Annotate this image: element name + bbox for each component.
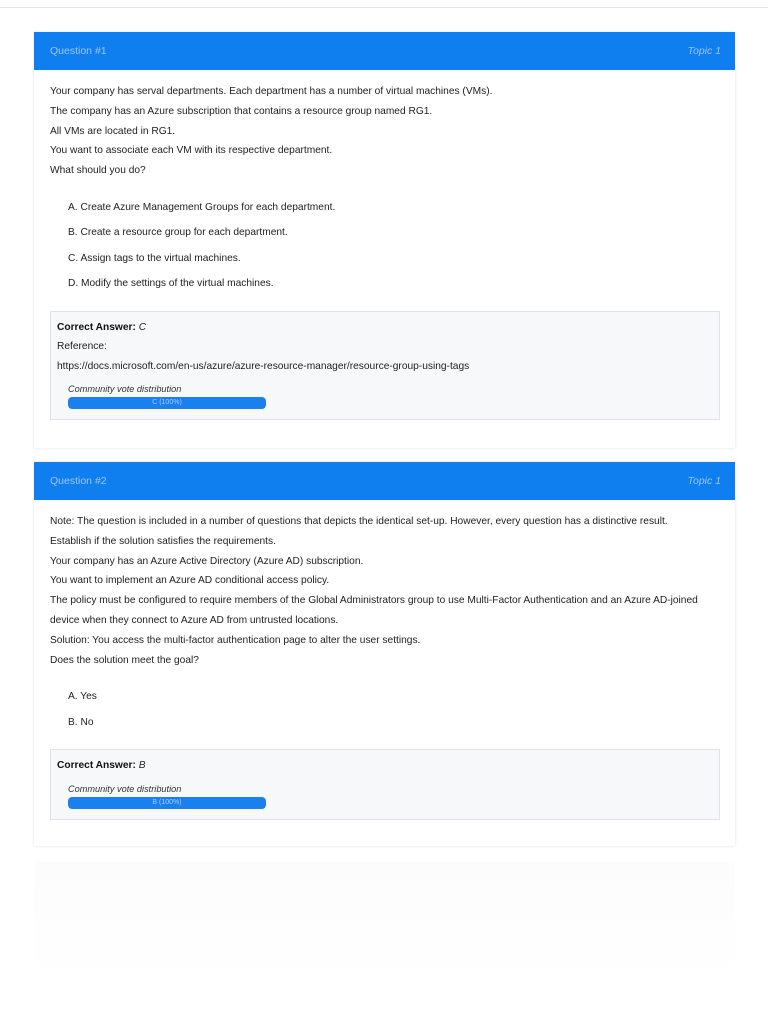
choice-a[interactable]: A. Create Azure Management Groups for each department. bbox=[68, 201, 336, 213]
vote-bar bbox=[68, 797, 266, 809]
answer-choices bbox=[50, 684, 719, 735]
question-text-line: The policy must be configured to require members of the Global Administrators group to use Multi-Factor Authentication and an Azure AD-joined bbox=[50, 595, 698, 607]
question-text-line: You want to associate each VM with its respective department. bbox=[50, 145, 333, 157]
reference-label: Reference: bbox=[57, 341, 107, 353]
correct-answer-row bbox=[57, 318, 713, 338]
choice-d[interactable]: D. Modify the settings of the virtual machines. bbox=[68, 278, 274, 290]
vote-bar-text: C (100%) bbox=[152, 399, 182, 407]
question-card-2 bbox=[34, 462, 735, 846]
vote-distribution-label: Community vote distribution bbox=[68, 384, 182, 395]
correct-answer-value: B bbox=[138, 760, 146, 772]
choice-b[interactable]: B. No bbox=[68, 716, 94, 728]
community-vote bbox=[57, 382, 713, 409]
answer-box bbox=[50, 749, 720, 820]
reference-link[interactable]: https://docs.microsoft.com/en-us/azure/azure-resource-manager/resource-group-using-tags bbox=[57, 360, 470, 372]
vote-bar bbox=[68, 397, 266, 409]
correct-answer-row bbox=[57, 756, 713, 776]
vote-bar-fill bbox=[68, 397, 266, 409]
question-header bbox=[34, 462, 735, 500]
topic-label: Topic 1 bbox=[687, 475, 721, 487]
correct-answer-label: Correct Answer: bbox=[57, 760, 136, 772]
question-body bbox=[34, 500, 735, 735]
question-text-line: Your company has serval departments. Each department has a number of virtual machines (VMs). bbox=[50, 86, 493, 97]
vote-distribution-label: Community vote distribution bbox=[68, 783, 182, 794]
question-card-1 bbox=[34, 32, 735, 448]
question-text-line: What should you do? bbox=[50, 165, 146, 177]
choice-b[interactable]: B. Create a resource group for each department. bbox=[68, 227, 288, 239]
answer-choices bbox=[50, 195, 719, 297]
question-text-line: Your company has an Azure Active Directory (Azure AD) subscription. bbox=[50, 555, 364, 567]
vote-bar-fill bbox=[68, 797, 266, 809]
top-divider bbox=[0, 7, 768, 8]
question-text-line: Does the solution meet the goal? bbox=[50, 654, 199, 666]
question-text-line: All VMs are located in RG1. bbox=[50, 125, 176, 137]
choice-c[interactable]: C. Assign tags to the virtual machines. bbox=[68, 252, 241, 264]
question-text-line: The company has an Azure subscription that contains a resource group named RG1. bbox=[50, 105, 433, 117]
answer-box bbox=[50, 311, 720, 421]
correct-answer-label: Correct Answer: bbox=[57, 321, 136, 333]
question-header bbox=[34, 32, 735, 70]
question-number: Question #1 bbox=[50, 45, 107, 57]
question-body bbox=[34, 70, 735, 297]
correct-answer-value: C bbox=[138, 321, 147, 333]
question-text-line: Solution: You access the multi-factor authentication page to alter the user settings. bbox=[50, 634, 421, 646]
topic-label: Topic 1 bbox=[687, 45, 721, 57]
question-text-line: You want to implement an Azure AD conditional access policy. bbox=[50, 575, 330, 587]
vote-bar-text: B (100%) bbox=[152, 798, 182, 806]
question-text-line: Establish if the solution satisfies the requirements. bbox=[50, 535, 276, 547]
community-vote bbox=[57, 782, 713, 809]
question-number: Question #2 bbox=[50, 475, 107, 487]
question-text-line: Note: The question is included in a number of questions that depicts the identical set-up. However, every question has a distinctive result. bbox=[50, 516, 668, 527]
question-text-line: device when they connect to Azure AD from untrusted locations. bbox=[50, 614, 339, 626]
faded-next-content bbox=[34, 862, 735, 982]
choice-a[interactable]: A. Yes bbox=[68, 691, 97, 703]
